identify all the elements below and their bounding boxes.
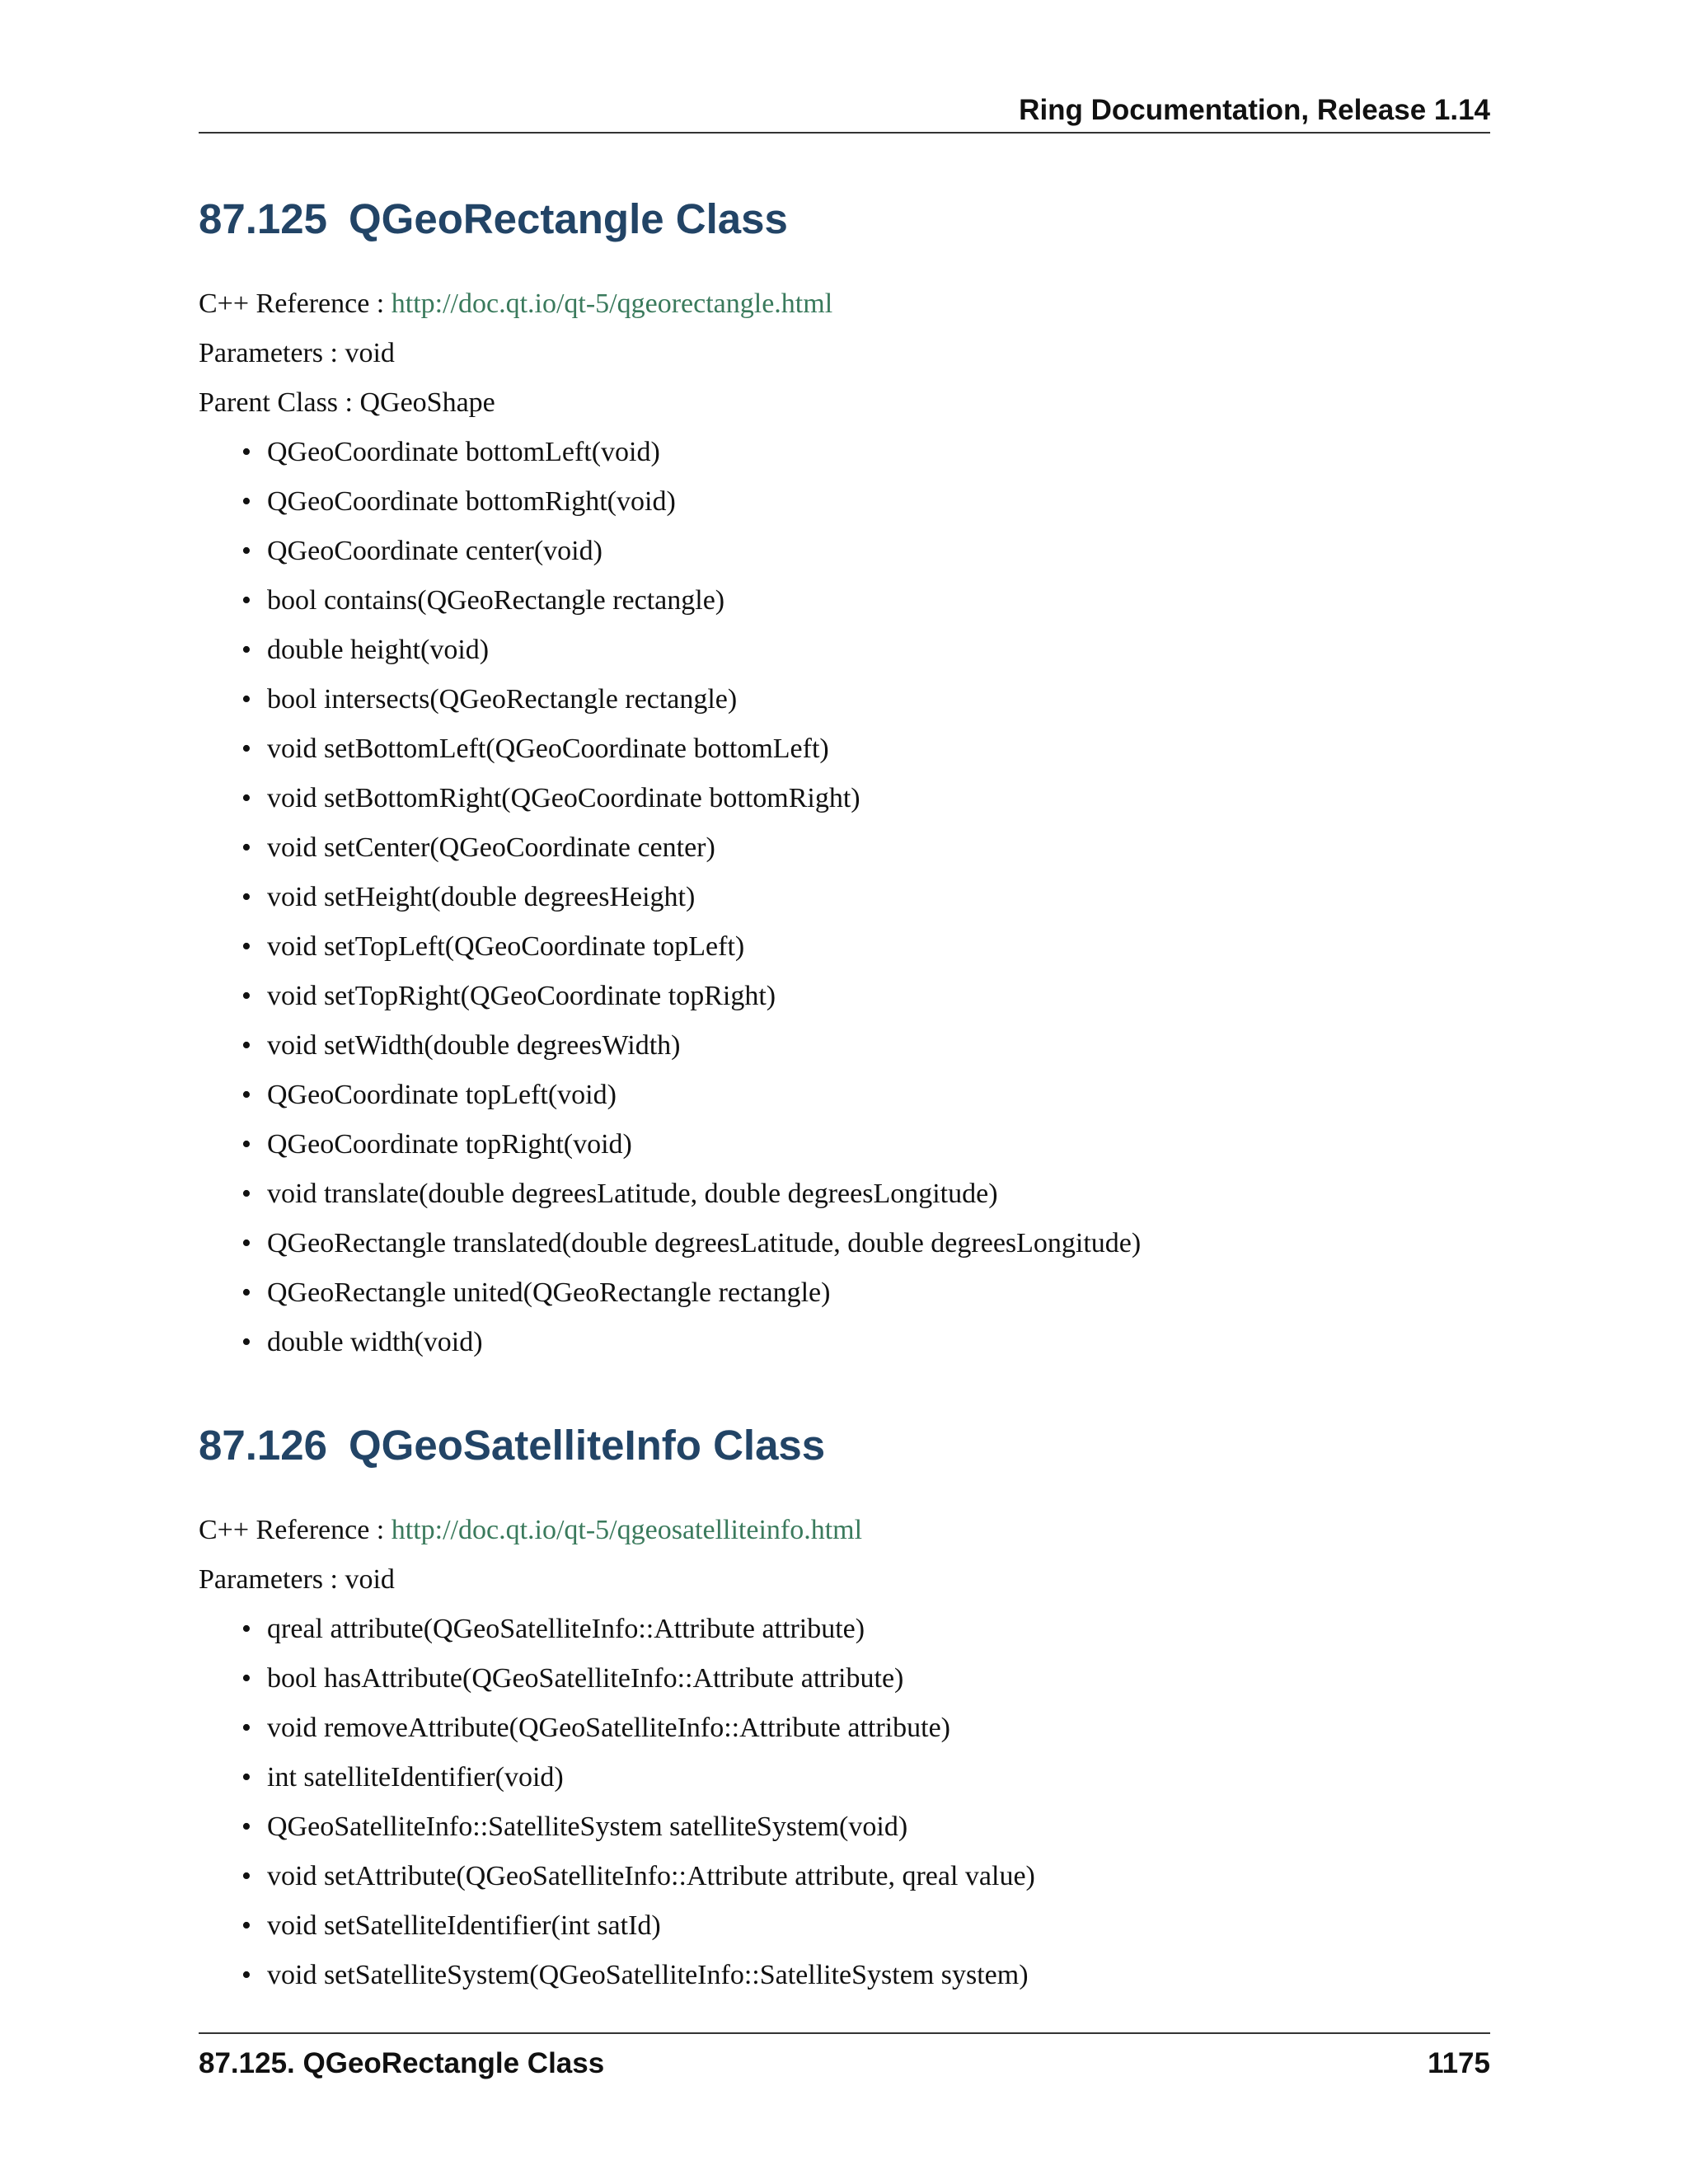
method-signature: QGeoCoordinate topRight(void) xyxy=(267,1129,632,1160)
bullet-icon: • xyxy=(241,832,251,863)
method-item xyxy=(241,1863,1035,1912)
method-item xyxy=(241,933,1141,982)
bullet-icon: • xyxy=(241,1713,251,1743)
method-item xyxy=(241,1180,1141,1230)
method-item xyxy=(241,1279,1141,1329)
method-list xyxy=(241,1615,1035,2011)
method-item xyxy=(241,1032,1141,1081)
method-signature: void setWidth(double degreesWidth) xyxy=(267,1030,681,1061)
method-signature: void setAttribute(QGeoSatelliteInfo::Attribute attribute, qreal value) xyxy=(267,1861,1035,1891)
method-signature: double height(void) xyxy=(267,635,490,665)
method-signature: void setBottomRight(QGeoCoordinate bottomRight) xyxy=(267,783,860,813)
method-item xyxy=(241,1615,1035,1665)
bullet-icon: • xyxy=(241,1663,251,1694)
method-signature: bool hasAttribute(QGeoSatelliteInfo::Attribute attribute) xyxy=(267,1663,904,1694)
bullet-icon: • xyxy=(241,1129,251,1160)
cpp-reference-link[interactable]: http://doc.qt.io/qt-5/qgeorectangle.html xyxy=(391,288,833,319)
bullet-icon: • xyxy=(241,733,251,764)
method-signature: void setHeight(double degreesHeight) xyxy=(267,882,696,912)
method-signature: void setTopRight(QGeoCoordinate topRight) xyxy=(267,981,776,1011)
method-list xyxy=(241,438,1141,1378)
bullet-icon: • xyxy=(241,1762,251,1793)
bullet-icon: • xyxy=(241,536,251,566)
method-item xyxy=(241,537,1141,587)
method-item xyxy=(241,1131,1141,1180)
page-footer xyxy=(199,2032,1490,2083)
method-signature: void setSatelliteIdentifier(int satId) xyxy=(267,1910,661,1941)
cpp-reference-label: C++ Reference : xyxy=(199,1515,392,1545)
bullet-icon: • xyxy=(241,635,251,665)
bullet-icon: • xyxy=(241,981,251,1011)
method-signature: QGeoCoordinate topLeft(void) xyxy=(267,1080,617,1110)
method-signature: QGeoCoordinate bottomLeft(void) xyxy=(267,437,660,467)
method-item xyxy=(241,1912,1035,1961)
method-signature: bool contains(QGeoRectangle rectangle) xyxy=(267,585,725,616)
bullet-icon: • xyxy=(241,1277,251,1308)
bullet-icon: • xyxy=(241,783,251,813)
method-signature: void translate(double degreesLatitude, double degreesLongitude) xyxy=(267,1179,998,1209)
cpp-reference xyxy=(199,1516,862,1544)
bullet-icon: • xyxy=(241,1179,251,1209)
method-item xyxy=(241,1329,1141,1378)
bullet-icon: • xyxy=(241,1910,251,1941)
section-number: 87.125 xyxy=(199,195,327,242)
method-signature: void setSatelliteSystem(QGeoSatelliteInfo::SatelliteSystem system) xyxy=(267,1960,1029,1990)
section-heading xyxy=(199,1422,1490,1469)
cpp-reference-link[interactable]: http://doc.qt.io/qt-5/qgeosatelliteinfo.html xyxy=(391,1515,863,1545)
cpp-reference xyxy=(199,290,832,318)
method-item xyxy=(241,1764,1035,1813)
method-item xyxy=(241,438,1141,488)
method-signature: QGeoRectangle united(QGeoRectangle rectangle) xyxy=(267,1277,831,1308)
bullet-icon: • xyxy=(241,882,251,912)
method-item xyxy=(241,834,1141,883)
method-signature: void setTopLeft(QGeoCoordinate topLeft) xyxy=(267,931,745,962)
bullet-icon: • xyxy=(241,486,251,517)
parent-class: Parent Class : QGeoShape xyxy=(199,387,495,418)
page-number: 1175 xyxy=(1428,2047,1490,2079)
section-heading xyxy=(199,195,1490,242)
bullet-icon: • xyxy=(241,1861,251,1891)
method-item xyxy=(241,488,1141,537)
cpp-reference-label: C++ Reference : xyxy=(199,288,392,319)
method-signature: bool intersects(QGeoRectangle rectangle) xyxy=(267,684,738,715)
method-signature: QGeoCoordinate bottomRight(void) xyxy=(267,486,676,517)
footer-section-title: 87.125. QGeoRectangle Class xyxy=(199,2047,605,2079)
bullet-icon: • xyxy=(241,1614,251,1644)
method-item xyxy=(241,1961,1035,2011)
method-item xyxy=(241,686,1141,735)
bullet-icon: • xyxy=(241,1327,251,1357)
page-header xyxy=(199,89,1490,134)
method-signature: void removeAttribute(QGeoSatelliteInfo::Attribute attribute) xyxy=(267,1713,950,1743)
bullet-icon: • xyxy=(241,931,251,962)
method-item xyxy=(241,982,1141,1032)
method-signature: double width(void) xyxy=(267,1327,483,1357)
bullet-icon: • xyxy=(241,684,251,715)
bullet-icon: • xyxy=(241,1080,251,1110)
bullet-icon: • xyxy=(241,1228,251,1258)
method-item xyxy=(241,1665,1035,1714)
section-number: 87.126 xyxy=(199,1422,327,1469)
section-title: QGeoRectangle Class xyxy=(349,195,788,242)
bullet-icon: • xyxy=(241,1960,251,1990)
method-item xyxy=(241,587,1141,636)
method-signature: QGeoSatelliteInfo::SatelliteSystem satelliteSystem(void) xyxy=(267,1811,908,1842)
method-item xyxy=(241,1081,1141,1131)
method-signature: QGeoCoordinate center(void) xyxy=(267,536,603,566)
method-item xyxy=(241,735,1141,785)
section-qgeorectangle xyxy=(199,195,1490,1357)
method-item xyxy=(241,785,1141,834)
bullet-icon: • xyxy=(241,437,251,467)
bullet-icon: • xyxy=(241,1811,251,1842)
document-title: Ring Documentation, Release 1.14 xyxy=(1019,94,1490,126)
section-title: QGeoSatelliteInfo Class xyxy=(349,1422,826,1469)
parameters: Parameters : void xyxy=(199,338,395,368)
method-signature: void setBottomLeft(QGeoCoordinate bottomLeft) xyxy=(267,733,829,764)
method-signature: void setCenter(QGeoCoordinate center) xyxy=(267,832,715,863)
parameters: Parameters : void xyxy=(199,1564,395,1595)
method-item xyxy=(241,883,1141,933)
method-item xyxy=(241,1714,1035,1764)
method-signature: int satelliteIdentifier(void) xyxy=(267,1762,564,1793)
bullet-icon: • xyxy=(241,1030,251,1061)
bullet-icon: • xyxy=(241,585,251,616)
method-signature: QGeoRectangle translated(double degreesLatitude, double degreesLongitude) xyxy=(267,1228,1142,1258)
method-item xyxy=(241,1813,1035,1863)
method-signature: qreal attribute(QGeoSatelliteInfo::Attribute attribute) xyxy=(267,1614,865,1644)
method-item xyxy=(241,636,1141,686)
method-item xyxy=(241,1230,1141,1279)
section-qgeosatelliteinfo xyxy=(199,1422,1490,1990)
